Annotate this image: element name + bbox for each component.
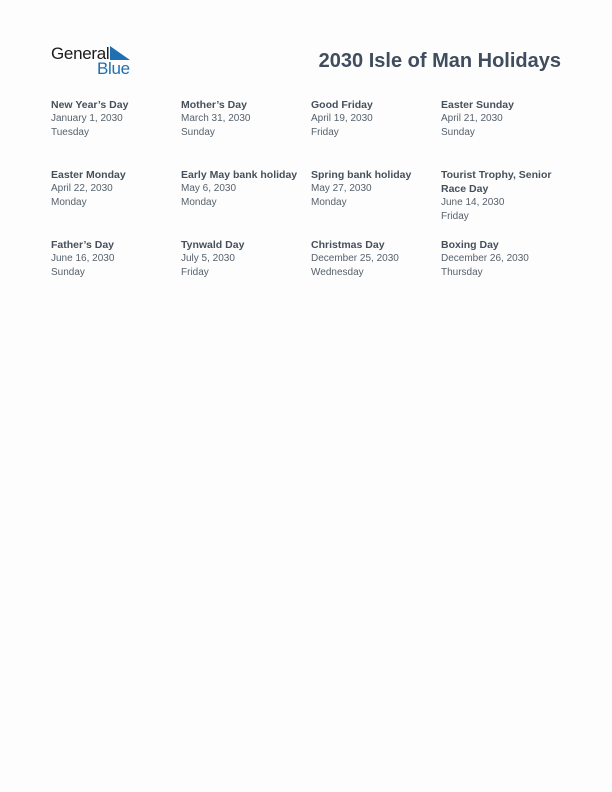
- holiday-weekday: Wednesday: [311, 267, 364, 278]
- holiday-date: December 26, 2030: [441, 253, 529, 264]
- holiday-item: [311, 168, 441, 238]
- holiday-item: [51, 238, 181, 288]
- holiday-name: Early May bank holiday: [181, 169, 298, 181]
- holiday-item: [181, 168, 311, 238]
- holiday-name: Tourist Trophy, Senior Race Day: [441, 169, 552, 195]
- holiday-date: April 19, 2030: [311, 113, 373, 124]
- holiday-date: July 5, 2030: [181, 253, 235, 264]
- holiday-name: Christmas Day: [311, 239, 385, 251]
- holiday-name: Good Friday: [311, 99, 373, 111]
- holiday-name: Easter Monday: [51, 169, 126, 181]
- holiday-name: Mother’s Day: [181, 99, 247, 111]
- holiday-item: [181, 98, 311, 168]
- holiday-date: May 27, 2030: [311, 183, 372, 194]
- holiday-weekday: Sunday: [181, 127, 215, 138]
- logo-text-blue: Blue: [97, 59, 130, 78]
- holiday-item: [181, 238, 311, 288]
- page-title: 2030 Isle of Man Holidays: [318, 50, 561, 72]
- holiday-item: [441, 98, 571, 168]
- holiday-weekday: Monday: [51, 197, 87, 208]
- holiday-weekday: Sunday: [441, 127, 475, 138]
- holiday-item: [441, 238, 571, 288]
- holiday-weekday: Monday: [311, 197, 347, 208]
- holiday-weekday: Tuesday: [51, 127, 89, 138]
- logo-text-general: General: [51, 44, 110, 63]
- holiday-weekday: Friday: [441, 211, 469, 222]
- holiday-weekday: Thursday: [441, 267, 483, 278]
- holiday-date: June 16, 2030: [51, 253, 115, 264]
- holiday-item: [311, 98, 441, 168]
- holiday-weekday: Monday: [181, 197, 217, 208]
- holiday-date: April 22, 2030: [51, 183, 113, 194]
- holiday-date: December 25, 2030: [311, 253, 399, 264]
- logo-triangle-icon: [110, 46, 130, 60]
- holiday-date: January 1, 2030: [51, 113, 123, 124]
- holiday-item: [51, 168, 181, 238]
- holiday-date: May 6, 2030: [181, 183, 237, 194]
- holiday-date: March 31, 2030: [181, 113, 251, 124]
- holiday-list: [51, 98, 571, 288]
- holiday-name: Easter Sunday: [441, 99, 514, 111]
- generalblue-logo: [51, 44, 141, 78]
- holiday-item: [441, 168, 571, 238]
- holiday-name: Father’s Day: [51, 239, 115, 251]
- holiday-name: Boxing Day: [441, 239, 499, 251]
- holiday-date: June 14, 2030: [441, 197, 505, 208]
- holiday-weekday: Sunday: [51, 267, 85, 278]
- holiday-name: Tynwald Day: [181, 239, 245, 251]
- holiday-name: New Year’s Day: [51, 99, 129, 111]
- holiday-name: Spring bank holiday: [311, 169, 412, 181]
- holiday-date: April 21, 2030: [441, 113, 503, 124]
- holiday-weekday: Friday: [311, 127, 339, 138]
- holiday-weekday: Friday: [181, 267, 209, 278]
- holiday-item: [51, 98, 181, 168]
- holiday-item: [311, 238, 441, 288]
